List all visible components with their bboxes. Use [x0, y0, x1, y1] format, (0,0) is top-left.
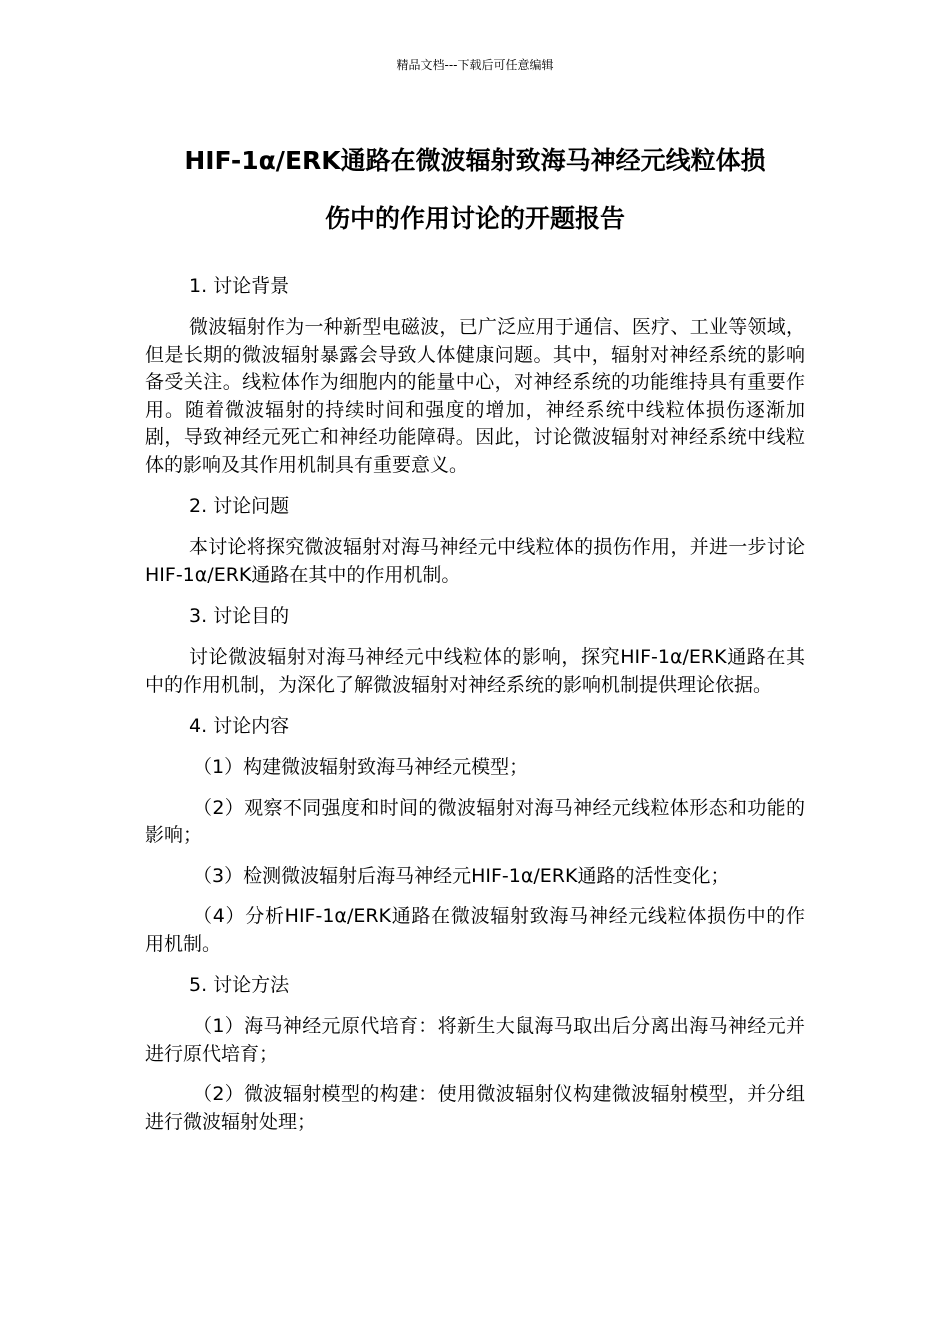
- method-item: （1）海马神经元原代培育：将新生大鼠海马取出后分离出海马神经元并进行原代培育；: [145, 1015, 805, 1065]
- title-line-1: HIF-1α/ERK通路在微波辐射致海马神经元线粒体损: [184, 146, 766, 175]
- section-heading-content: 4. 讨论内容: [189, 715, 290, 737]
- section-paragraph-background: 微波辐射作为一种新型电磁波，已广泛应用于通信、医疗、工业等领域，但是长期的微波辐射暴露会导致人体健康问题。其中，辐射对神经系统的影响备受关注。线粒体作为细胞内的能量中心，对神经系统的功能维持具有重要作用。随着微波辐射的持续时间和强度的增加，神经系统中线粒体损伤逐渐加剧，导致神经元死亡和神经功能障碍。因此，讨论微波辐射对神经系统中线粒体的影响及其作用机制具有重要意义。: [145, 316, 805, 476]
- document-title: [145, 132, 805, 248]
- section-heading-background: 1. 讨论背景: [189, 275, 290, 297]
- title-line-2: 伤中的作用讨论的开题报告: [324, 204, 625, 233]
- method-item: （2）微波辐射模型的构建：使用微波辐射仪构建微波辐射模型，并分组进行微波辐射处理；: [145, 1083, 805, 1133]
- page-header: 精品文档---下载后可任意编辑: [396, 58, 554, 72]
- content-item: （1）构建微波辐射致海马神经元模型；: [193, 756, 529, 778]
- section-heading-problem: 2. 讨论问题: [189, 495, 290, 517]
- content-item: （3）检测微波辐射后海马神经元HIF-1α/ERK通路的活性变化；: [193, 864, 730, 887]
- section-paragraph-purpose: 讨论微波辐射对海马神经元中线粒体的影响，探究HIF-1α/ERK通路在其中的作用机制，为深化了解微波辐射对神经系统的影响机制提供理论依据。: [145, 646, 805, 696]
- section-paragraph-problem: 本讨论将探究微波辐射对海马神经元中线粒体的损伤作用，并进一步讨论HIF-1α/ERK通路在其中的作用机制。: [145, 536, 805, 586]
- document-body: [145, 272, 805, 1149]
- content-item: （2）观察不同强度和时间的微波辐射对海马神经元线粒体形态和功能的影响；: [145, 796, 805, 846]
- section-heading-methods: 5. 讨论方法: [189, 974, 290, 996]
- section-heading-purpose: 3. 讨论目的: [189, 605, 290, 627]
- content-item: （4）分析HIF-1α/ERK通路在微波辐射致海马神经元线粒体损伤中的作用机制。: [145, 905, 805, 955]
